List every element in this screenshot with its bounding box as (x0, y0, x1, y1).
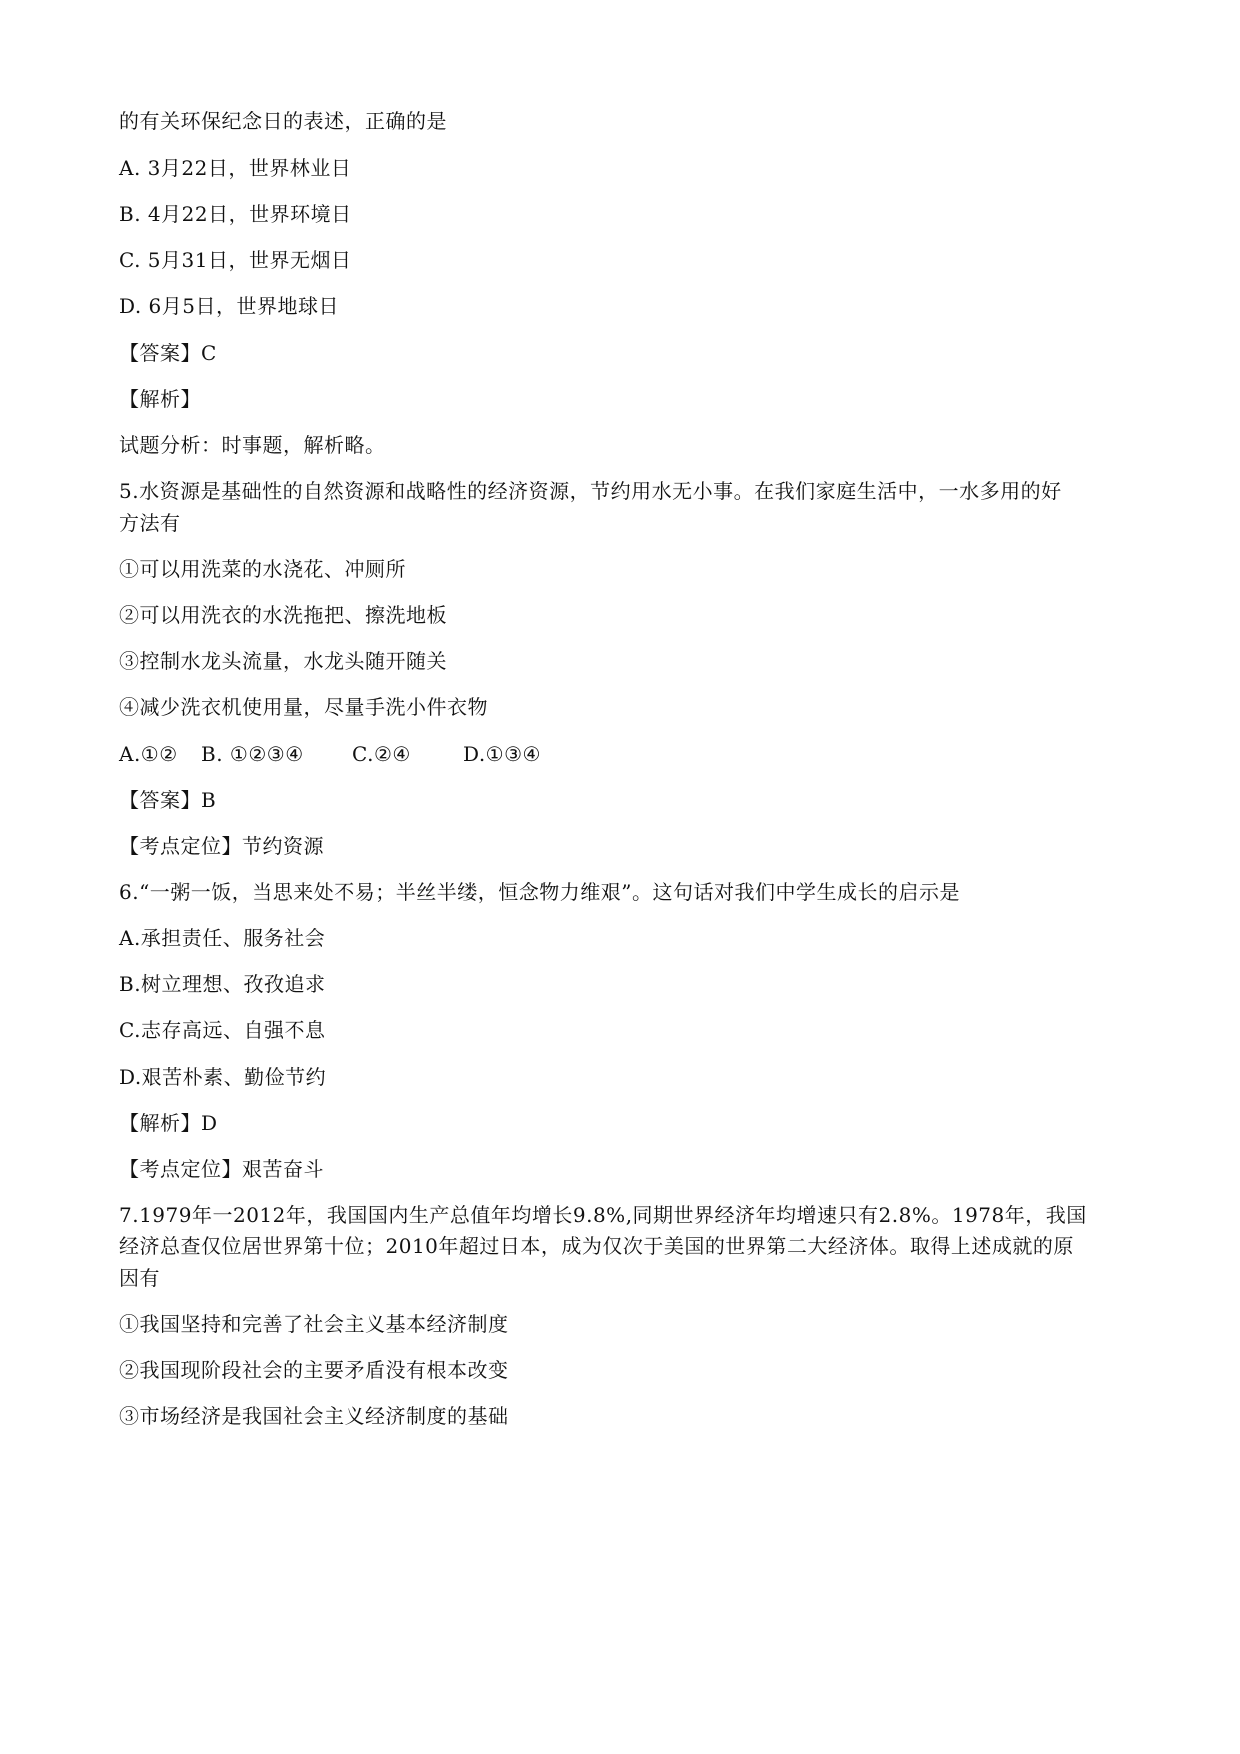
q5-stem-line1: 5.水资源是基础性的自然资源和战略性的经济资源，节约用水无小事。在我们家庭生活中，一水多用的好 (119, 479, 1062, 503)
q7-stem-line3: 因有 (119, 1266, 160, 1290)
q5-option-a: A.①② (119, 742, 178, 766)
q4-option-c: C. 5月31日，世界无烟日 (119, 248, 352, 272)
q5-topic: 【考点定位】节约资源 (119, 834, 324, 858)
q4-analysis-heading: 【解析】 (119, 387, 201, 411)
q6-topic: 【考点定位】艰苦奋斗 (119, 1157, 324, 1181)
q7-item-2: ②我国现阶段社会的主要矛盾没有根本改变 (119, 1358, 509, 1382)
q5-options-row (119, 740, 541, 768)
q6-option-d: D.艰苦朴素、勤俭节约 (119, 1065, 327, 1089)
q5-option-c: C.②④ (352, 742, 411, 766)
q6-option-c: C.志存高远、自强不息 (119, 1018, 326, 1042)
q5-item-1: ①可以用洗菜的水浇花、冲厕所 (119, 557, 406, 581)
q5-stem-line2: 方法有 (119, 511, 181, 535)
q6-analysis: 【解析】D (119, 1111, 218, 1135)
q5-item-3: ③控制水龙头流量，水龙头随开随关 (119, 649, 447, 673)
q4-option-d: D. 6月5日，世界地球日 (119, 294, 339, 318)
q4-option-a: A. 3月22日，世界林业日 (119, 156, 352, 180)
q7-item-1: ①我国坚持和完善了社会主义基本经济制度 (119, 1312, 509, 1336)
q5-option-d: D.①③④ (463, 742, 541, 766)
q5-option-b: B. ①②③④ (201, 742, 304, 766)
q7-item-3: ③市场经济是我国社会主义经济制度的基础 (119, 1404, 509, 1428)
q6-option-b: B.树立理想、孜孜追求 (119, 972, 326, 996)
q4-option-b: B. 4月22日，世界环境日 (119, 202, 352, 226)
q5-item-2: ②可以用洗衣的水洗拖把、擦洗地板 (119, 603, 447, 627)
q4-answer: 【答案】C (119, 341, 217, 365)
q7-stem-line2: 经济总查仅位居世界第十位；2010年超过日本，成为仅次于美国的世界第二大经济体。取得上述成就的原 (119, 1234, 1074, 1258)
q5-item-4: ④减少洗衣机使用量，尽量手洗小件衣物 (119, 695, 488, 719)
q7-stem-line1: 7.1979年一2012年，我国国内生产总值年均增长9.8%,同期世界经济年均增速只有2.8%。1978年，我国 (119, 1203, 1087, 1227)
q5-answer: 【答案】B (119, 788, 217, 812)
q6-stem: 6.“一粥一饭，当思来处不易；半丝半缕，恒念物力维艰”。这句话对我们中学生成长的启示是 (119, 880, 961, 904)
q6-option-a: A.承担责任、服务社会 (119, 926, 326, 950)
q4-stem-continuation: 的有关环保纪念日的表述，正确的是 (119, 109, 447, 133)
q4-analysis-text: 试题分析：时事题，解析略。 (119, 433, 386, 457)
